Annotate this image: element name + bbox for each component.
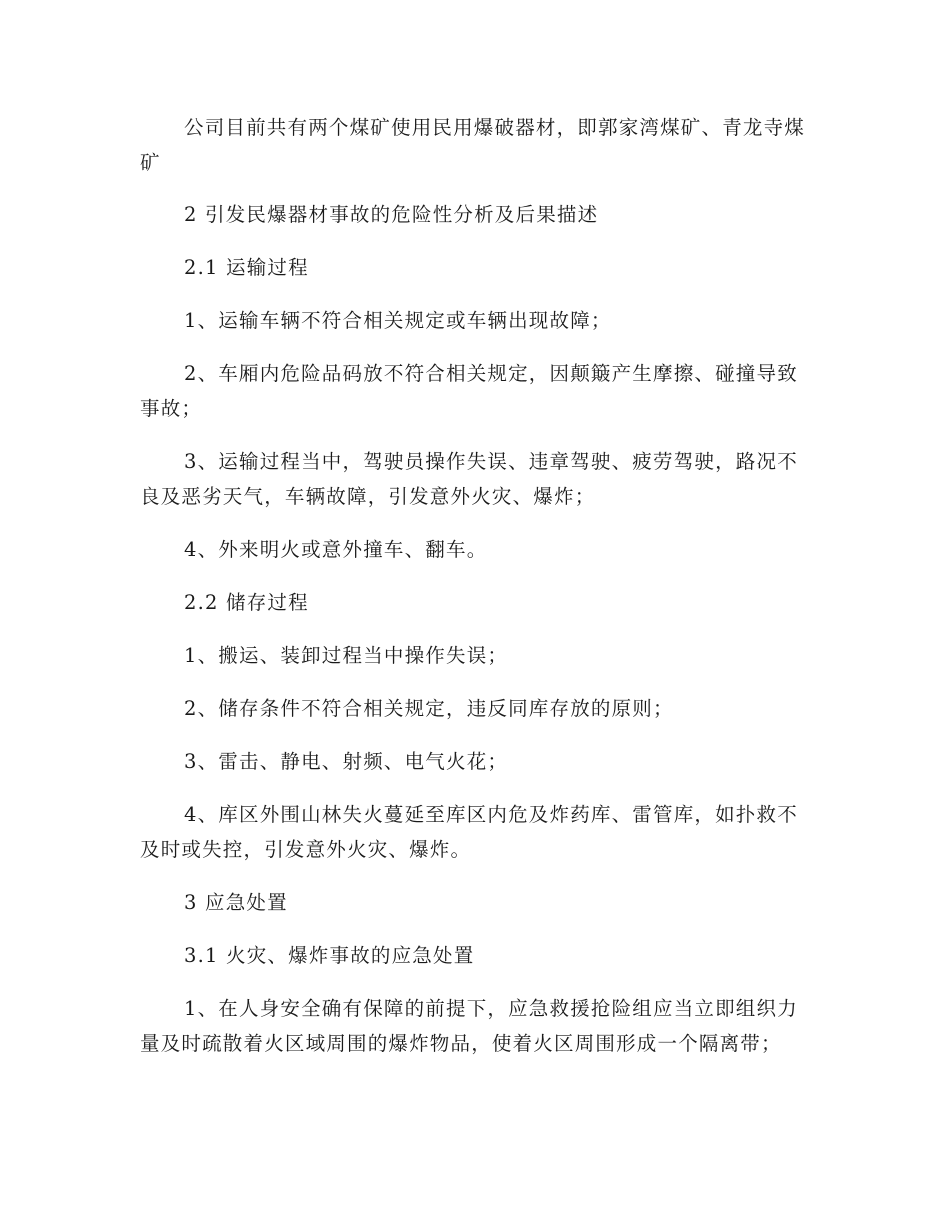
list-item-transport-2: 2、车厢内危险品码放不符合相关规定，因颠簸产生摩擦、碰撞导致事故；	[140, 362, 798, 420]
list-item-storage-3: 3、雷击、静电、射频、电气火花；	[184, 750, 509, 773]
heading-section-3: 3 应急处置	[184, 891, 288, 914]
heading-section-2-2: 2.2 储存过程	[184, 591, 309, 614]
heading-section-2: 2 引发民爆器材事故的危险性分析及后果描述	[184, 203, 599, 226]
heading-section-3-1: 3.1 火灾、爆炸事故的应急处置	[184, 944, 475, 967]
list-item-storage-2: 2、储存条件不符合相关规定，违反同库存放的原则；	[184, 697, 674, 720]
list-item-transport-4: 4、外来明火或意外撞车、翻车。	[184, 538, 488, 561]
list-item-storage-1: 1、搬运、装卸过程当中操作失误；	[184, 644, 509, 667]
list-item-emergency-1: 1、在人身安全确有保障的前提下，应急救援抢险组应当立即组织力量及时疏散着火区域周围的爆炸物品，使着火区周围形成一个隔离带；	[140, 997, 798, 1055]
list-item-storage-4: 4、库区外围山林失火蔓延至库区内危及炸药库、雷管库，如扑救不及时或失控，引发意外火灾、爆炸。	[140, 803, 798, 861]
heading-section-2-1: 2.1 运输过程	[184, 256, 309, 279]
paragraph-coal-mines: 公司目前共有两个煤矿使用民用爆破器材，即郭家湾煤矿、青龙寺煤矿	[140, 116, 806, 174]
list-item-transport-1: 1、运输车辆不符合相关规定或车辆出现故障；	[184, 309, 612, 332]
list-item-transport-3: 3、运输过程当中，驾驶员操作失误、违章驾驶、疲劳驾驶，路况不良及恶劣天气，车辆故障，引发意外火灾、爆炸；	[140, 450, 798, 508]
